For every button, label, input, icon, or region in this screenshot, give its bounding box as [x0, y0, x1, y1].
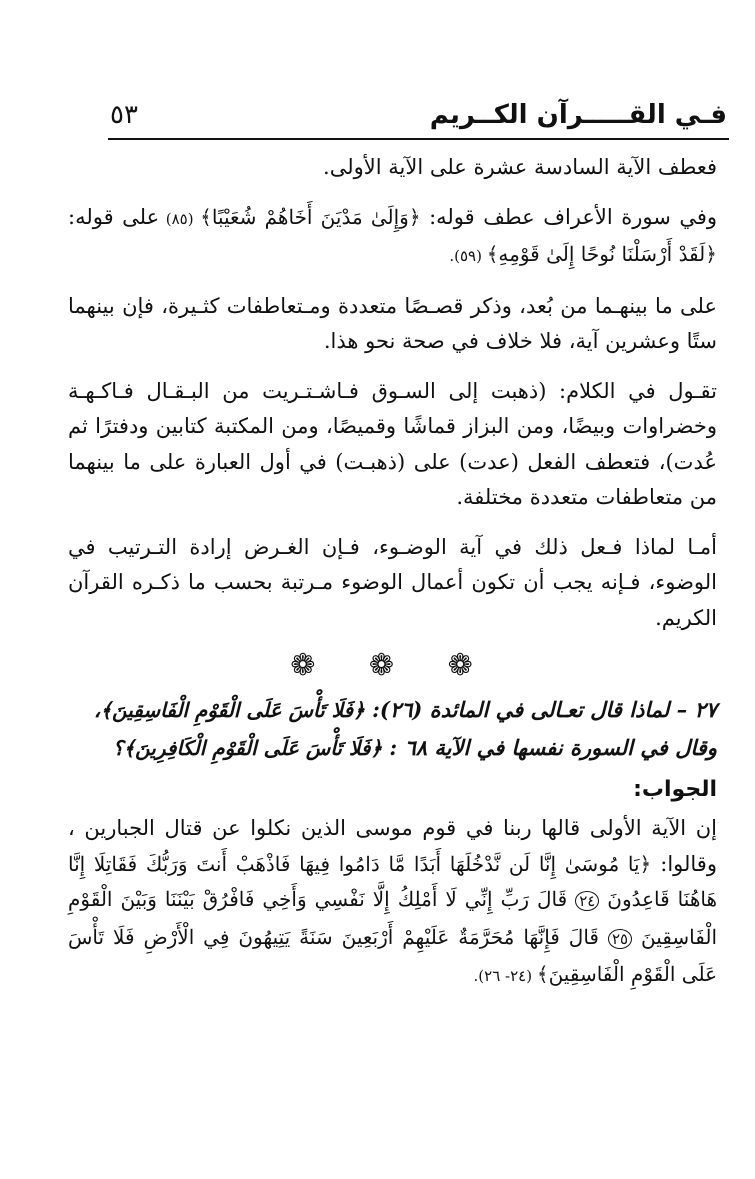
page-header	[110, 100, 727, 136]
ayah-number-25: ٢٥	[608, 929, 632, 949]
question-27-line-1	[68, 691, 717, 729]
answer-intro: إن الآية الأولى قالها ربنا في قوم موسى الذين نكلوا عن قتال الجبارين ، وقالوا:	[68, 816, 717, 876]
paragraph-2-text-b: على قوله:	[68, 204, 160, 229]
answer-heading: الجواب:	[633, 777, 717, 802]
header-divider	[108, 138, 729, 140]
section-ornament-divider: ❁ ❁ ❁	[290, 648, 495, 683]
paragraph-1: فعطف الآية السادسة عشرة على الآية الأولى.	[323, 155, 717, 179]
paragraph-5: أمـا لماذا فـعل ذلك في آية الوضـوء، فـإن الغـرض إرادة التـرتيب في الوضوء، فـإنه يجب أن تكون أعمال الوضوء مـرتبة بحسب ما ذكـره القرآن الكريم.	[68, 534, 717, 630]
paragraph-2-text-a: وفي سورة الأعراف عطف قوله:	[420, 204, 717, 229]
quran-quote-fasiqin: ﴿فَلَا تَأْسَ عَلَى الْقَوْمِ الْفَاسِقِينَ﴾،	[93, 698, 365, 722]
question-27-text-a: ٢٧ – لماذا قال تعـالى في المائدة (٢٦):	[364, 697, 717, 722]
paragraph-2	[68, 200, 717, 275]
paragraph-3: على ما بينهـما من بُعد، وذكر قصـصًا متعددة ومـتعاطفات كثـيرة، فإن بينهما ستًا وعشرين آية، فلا خلاف في صحة نحو هذا.	[68, 293, 717, 353]
quran-verse-26: قَالَ فَإِنَّهَا مُحَرَّمَةٌ عَلَيْهِمْ أَرْبَعِينَ سَنَةً يَتِيهُونَ فِي الْأَرْضِ فَلَا تَأْسَ عَلَى الْقَوْمِ الْفَاسِقِينَ﴾	[68, 924, 717, 986]
paragraph-4: تقـول في الكلام: (ذهبت إلى السـوق فـاشـتـريت من البـقـال فـاكـهـة وخضراوات وبيضًا، ومن البزاز قماشًا وقميصًا، ومن المكتبة كتابين ودفترًا ثم عُدت)، فتعطف الفعل (عدت) على (ذهبـت) في أول العبارة على ما بينهما من متعاطفات متعددة مختلفة.	[68, 378, 717, 509]
quran-quote-kafirin: ﴿فَلَا تَأْسَ عَلَى الْقَوْمِ الْكَافِرِينَ﴾؟	[112, 736, 383, 760]
quran-quote-nuh: ﴿لَقَدْ أَرْسَلْنَا نُوحًا إِلَىٰ قَوْمِهِ﴾	[486, 242, 717, 266]
quran-verse-24: ﴿يَا مُوسَىٰ إِنَّا لَن نَّدْخُلَهَا أَبَدًا مَّا دَامُوا فِيهَا فَاذْهَبْ أَنتَ وَرَبُّكَ فَقَاتِلَا إِنَّا هَاهُنَا قَاعِدُونَ	[68, 851, 718, 911]
running-title: فـي القـــــرآن الكــريم	[429, 100, 727, 130]
question-27-text-b: وقال في السورة نفسها في الآية ٦٨ :	[382, 735, 717, 760]
verse-reference-24-26: (٢٤- ٢٦).	[473, 967, 537, 985]
verse-reference-59: (٥٩).	[449, 247, 487, 265]
page-body	[68, 150, 717, 995]
quran-quote-madyan: ﴿وَإِلَىٰ مَدْيَنَ أَخَاهُمْ شُعَيْبًا﴾	[200, 204, 421, 229]
quran-verse-25: قَالَ رَبِّ إِنِّي لَا أَمْلِكُ إِلَّا نَفْسِي وَأَخِي فَافْرُقْ بَيْنَنَا وَبَيْنَ الْقَوْمِ الْفَاسِقِينَ	[68, 887, 717, 949]
ayah-number-24: ٢٤	[575, 891, 599, 911]
verse-reference-85: (٨٥)	[159, 209, 201, 228]
answer-paragraph	[68, 811, 717, 995]
page-number: ٥٣	[110, 100, 138, 130]
question-27-line-2	[68, 729, 717, 767]
